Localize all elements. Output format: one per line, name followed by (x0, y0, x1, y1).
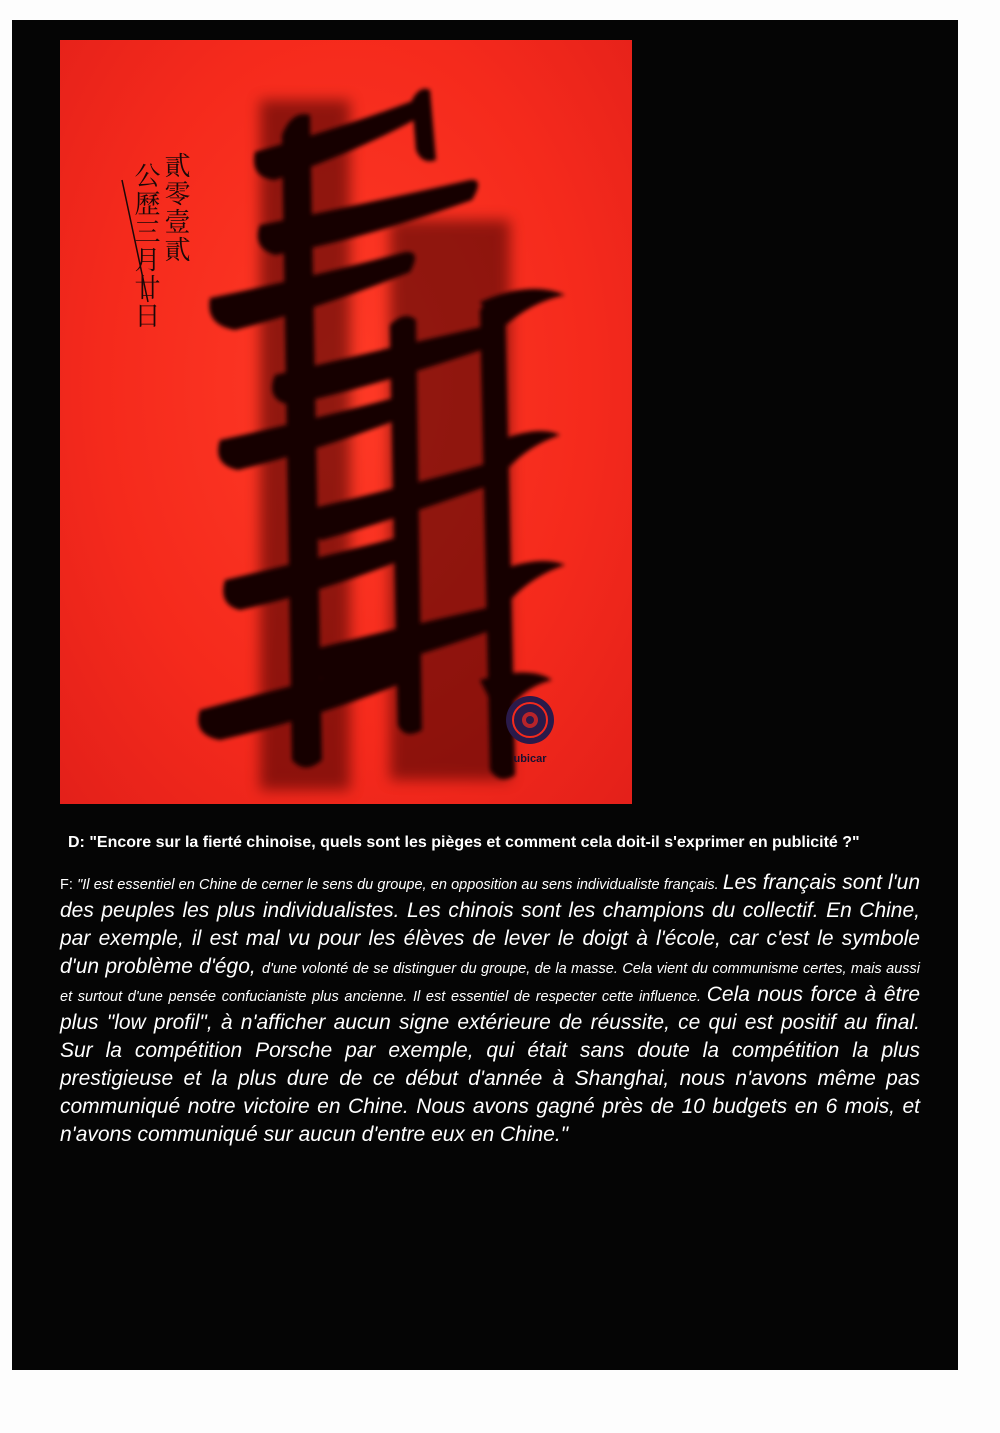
black-background-panel (12, 20, 958, 1370)
answer-prefix: F: (60, 877, 78, 893)
logo-wordmark: ubicar (513, 753, 547, 765)
answer-segment-4: Cela nous force à être plus "low profil", à n'afficher aucun signe extérieure de réussite, ce qui est positif au final. Sur la compétition Porsche par exemple, qui était sans doute la compétition la plus prestigieuse et la plus dure de ce début d'année à Shanghai, nous n'avons même pas communiqué notre victoire en Chine. Nous avons gagné près de 10 budgets en 6 mois, et n'avons communiqué sur aucun d'entre eux en Chine." (60, 983, 921, 1146)
interview-text (60, 830, 920, 1149)
date-text-line-2: 公歷三月廿日 (130, 162, 160, 330)
calligraphy-artwork (60, 40, 632, 804)
date-text-line-1: 貳零壹貳 (160, 152, 190, 264)
answer-segment-3: d'une volonté de se distinguer du groupe, de la masse. Cela vient du communisme certes, mais aussi et surtout d'une pensée confucianiste plus ancienne. Il est essentiel de respecter cette influence. (60, 961, 920, 1005)
interview-question: D: "Encore sur la fierté chinoise, quels sont les pièges et comment cela doit-il s'exprimer en publicité ?" (68, 834, 860, 851)
poster-image (60, 40, 632, 804)
answer-segment-2: Les français sont l'un des peuples les plus individualistes. Les chinois sont les champions du collectif. En Chine, par exemple, il est mal vu pour les élèves de lever le doigt à l'école, car c'est le symbole d'un problème d'égo, (60, 871, 920, 978)
interview-answer (60, 869, 920, 1149)
answer-segment-1: "Il est essentiel en Chine de cerner le sens du groupe, en opposition au sens individualiste français. (77, 877, 723, 893)
ubicar-logo-icon (506, 696, 554, 744)
